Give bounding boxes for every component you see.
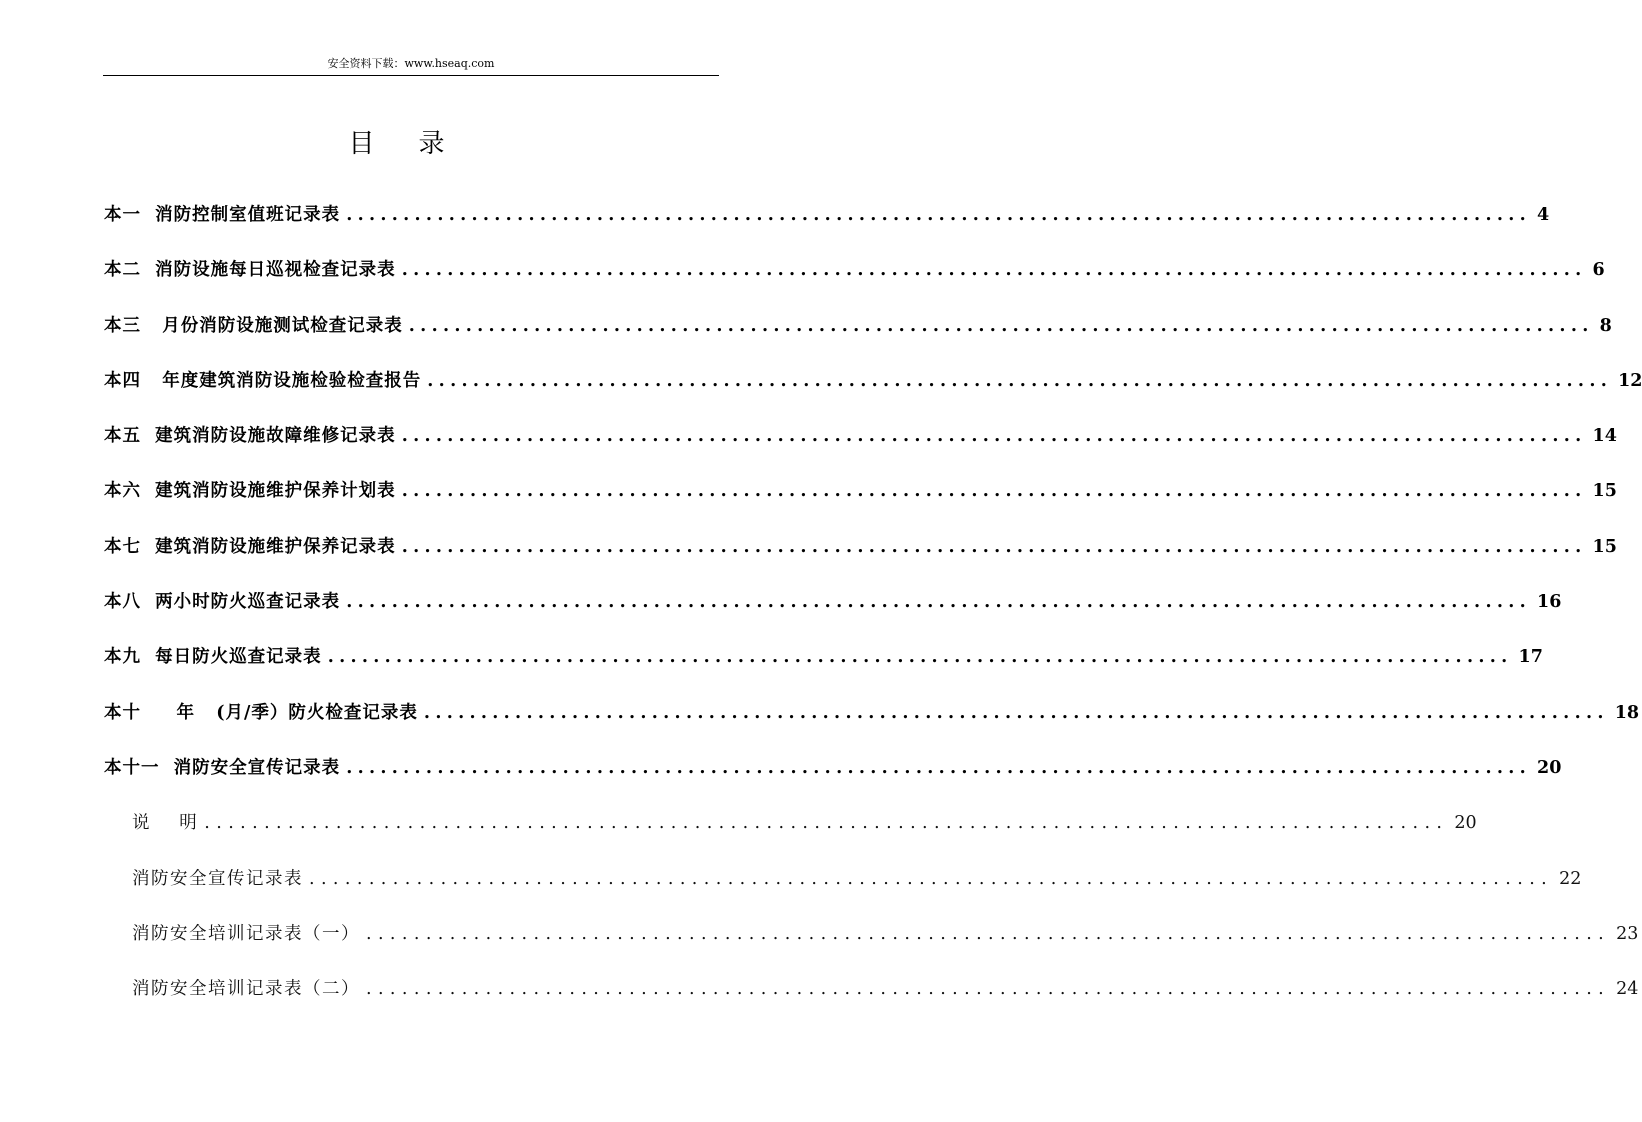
toc-leader: ........................................................................................................ — [427, 370, 1613, 391]
toc-leader: ........................................................................................................ — [366, 923, 1611, 944]
toc-entry[interactable] — [104, 361, 1642, 416]
toc-entry-label: 本六 建筑消防设施维护保养计划表 — [104, 481, 396, 502]
toc-subentry-label: 消防安全培训记录表（二） — [132, 979, 360, 1000]
toc-leader: ........................................................................................................ — [309, 868, 1554, 889]
toc-entry-page: 15 — [1592, 481, 1617, 502]
toc-entry-page: 20 — [1537, 757, 1562, 778]
toc-entry-page: 8 — [1599, 315, 1612, 336]
toc-entry[interactable] — [104, 416, 1617, 471]
toc-entry-label: 本七 建筑消防设施维护保养记录表 — [104, 536, 396, 557]
toc-entry-label: 本十一 消防安全宣传记录表 — [104, 757, 341, 778]
toc-entry-page: 18 — [1614, 702, 1640, 723]
page-title: 目录 — [348, 129, 489, 159]
toc-entry-label: 本九 每日防火巡查记录表 — [104, 647, 322, 668]
toc-entry[interactable] — [104, 693, 1640, 748]
page-header: 安全资料下载：www.hseaq.com — [327, 57, 495, 70]
toc-subentry-label: 消防安全宣传记录表 — [132, 868, 303, 889]
toc-leader: ........................................................................................................ — [346, 757, 1532, 778]
toc-leader: ........................................................................................................ — [401, 481, 1587, 502]
toc-entry[interactable] — [104, 250, 1605, 305]
toc-leader: ........................................................................................................ — [423, 702, 1609, 723]
header-rule — [103, 75, 719, 76]
toc-leader: ........................................................................................................ — [366, 979, 1611, 1000]
toc-entry[interactable] — [104, 527, 1617, 582]
table-of-contents — [104, 195, 1642, 1024]
toc-subentry-page: 23 — [1616, 923, 1639, 944]
toc-entry[interactable] — [104, 471, 1617, 526]
toc-entry-label: 本二 消防设施每日巡视检查记录表 — [104, 260, 396, 281]
toc-entry-label: 本八 两小时防火巡查记录表 — [104, 592, 341, 613]
toc-entry-page: 15 — [1592, 536, 1617, 557]
toc-entry[interactable] — [104, 637, 1543, 692]
toc-subentry-label: 说 明 — [132, 813, 199, 834]
toc-entry-page: 14 — [1592, 426, 1617, 447]
toc-entry[interactable] — [104, 582, 1562, 637]
toc-subentry[interactable] — [104, 969, 1639, 1024]
toc-subentry[interactable] — [104, 803, 1477, 858]
toc-entry-page: 12 — [1618, 370, 1642, 391]
toc-leader: ........................................................................................................ — [401, 536, 1587, 557]
toc-entry-page: 17 — [1518, 647, 1543, 668]
toc-leader: ........................................................................................................ — [346, 205, 1532, 225]
toc-leader: ........................................................................................................ — [408, 315, 1594, 336]
toc-entry-label: 本三 月份消防设施测试检查记录表 — [104, 315, 403, 336]
toc-subentry[interactable] — [104, 859, 1582, 914]
toc-subentry-page: 20 — [1454, 813, 1477, 834]
toc-entry-label: 本一 消防控制室值班记录表 — [104, 205, 341, 225]
toc-leader: ........................................................................................................ — [401, 260, 1587, 281]
toc-entry-page: 16 — [1537, 592, 1562, 613]
toc-entry-label: 本五 建筑消防设施故障维修记录表 — [104, 426, 396, 447]
toc-leader: ........................................................................................................ — [346, 592, 1532, 613]
toc-entry[interactable] — [104, 306, 1612, 361]
toc-entry-label: 本四 年度建筑消防设施检验检查报告 — [104, 370, 422, 391]
toc-leader: ........................................................................................................ — [327, 647, 1513, 668]
toc-leader: ........................................................................................................ — [401, 426, 1587, 447]
toc-entry-label: 本十 年 (月/季）防火检查记录表 — [104, 702, 418, 723]
toc-entry-page: 6 — [1592, 260, 1605, 281]
toc-entry[interactable] — [104, 195, 1550, 250]
toc-subentry-page: 24 — [1616, 979, 1639, 1000]
toc-subentry-label: 消防安全培训记录表（一） — [132, 923, 360, 944]
toc-entry[interactable] — [104, 748, 1562, 803]
toc-entry-page: 4 — [1537, 205, 1550, 225]
toc-leader: ........................................................................................................ — [204, 813, 1449, 834]
toc-subentry-page: 22 — [1559, 868, 1582, 889]
toc-subentry[interactable] — [104, 914, 1639, 969]
